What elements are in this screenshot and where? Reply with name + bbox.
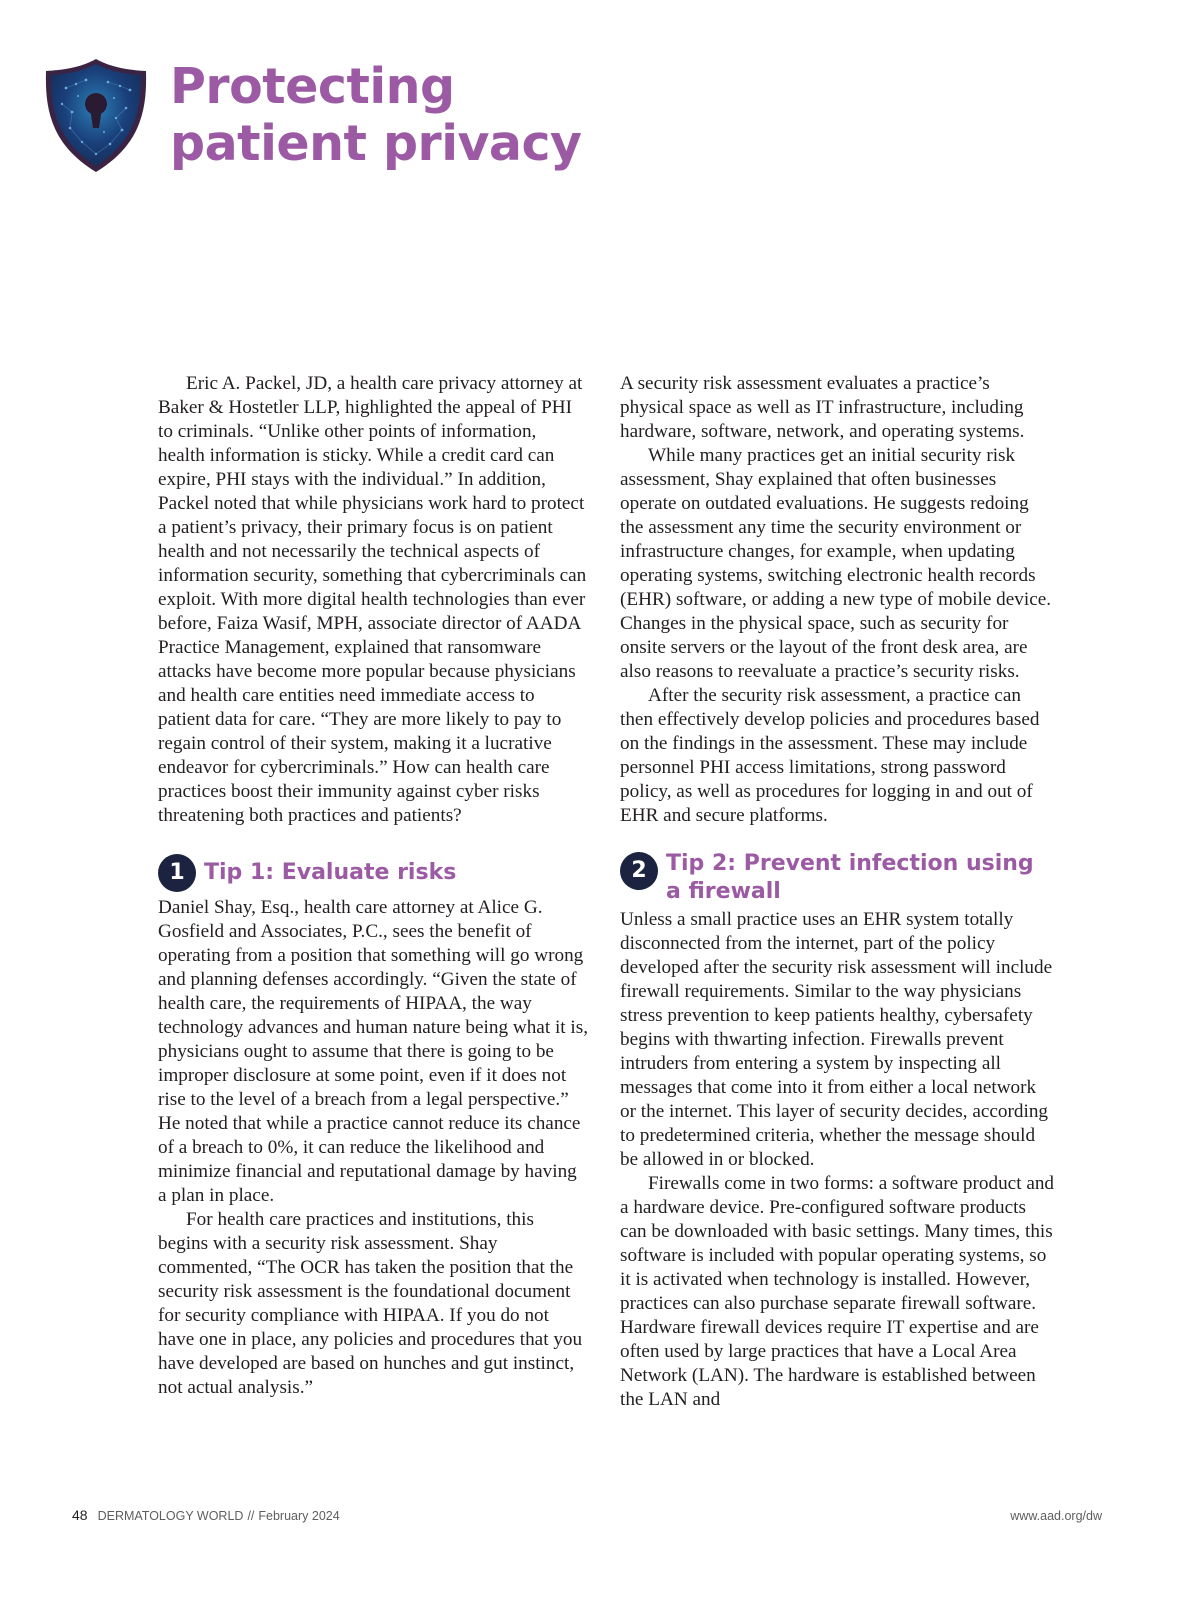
- left-column: [158, 372, 588, 1400]
- right-paragraph-1: A security risk assessment evaluates a practice’s physical space as well as IT infrastructure, including hardware, software, network, and operating systems.: [620, 373, 1025, 442]
- tip-2-paragraph-2: Firewalls come in two forms: a software product and a hardware device. Pre-configured software products can be downloaded with basic settings. Many times, this software is included with popular operating systems, so it is activated when technology is installed. However, practices can also purchase separate firewall software. Hardware firewall devices require IT expertise and are often used by large practices that have a Local Area Network (LAN). The hardware is established between the LAN and: [620, 1173, 1055, 1410]
- tip-2-title: Tip 2: Prevent infection using a firewall: [666, 851, 1034, 904]
- shield-keyhole-icon: [42, 56, 150, 176]
- footer-left: [72, 1507, 340, 1523]
- intro-paragraph: Eric A. Packel, JD, a health care privacy attorney at Baker & Hostetler LLP, highlighted the appeal of PHI to criminals. “Unlike other points of information, health information is sticky. While a credit card can expire, PHI stays with the individual.” In addition, Packel noted that while physicians work hard to protect a patient’s privacy, their primary focus is on patient health and not necessarily the technical aspects of information security, something that cybercriminals can exploit. With more digital health technologies than ever before, Faiza Wasif, MPH, associate director of AADA Practice Management, explained that ransomware attacks have become more popular because physicians and health care entities need immediate access to patient data for care. “They are more likely to pay to regain control of their system, making it a lucrative endeavor for cybercriminals.” How can health care practices boost their immunity against cyber risks threatening both practices and patients?: [158, 373, 587, 826]
- tip-1-heading: [158, 854, 588, 892]
- tip-1-paragraph-1: Daniel Shay, Esq., health care attorney at Alice G. Gosfield and Associates, P.C., sees the benefit of operating from a position that something will go wrong and planning defenses accordingly. “Given the state of health care, the requirements of HIPAA, the way technology advances and human nature being what it is, physicians ought to assume that there is going to be improper disclosure at some point, even if it does not rise to the level of a breach from a legal perspective.” He noted that while a practice cannot reduce its chance of a breach to 0%, it can reduce the likelihood and minimize financial and reputational damage by having a plan in place.: [158, 897, 588, 1206]
- page-number: 48: [72, 1507, 88, 1523]
- right-column: [620, 372, 1056, 1412]
- tip-2-paragraph-1: Unless a small practice uses an EHR system totally disconnected from the internet, part of the policy developed after the security risk assessment will include firewall requirements. Similar to the way physicians stress prevention to keep patients healthy, cybersafety begins with thwarting infection. Firewalls prevent intruders from entering a system by inspecting all messages that come into it from either a local network or the internet. This layer of security decides, according to predetermined criteria, whether the message should be allowed in or blocked.: [620, 909, 1053, 1170]
- publication-name: DERMATOLOGY WORLD: [97, 1509, 244, 1523]
- footer-separator: //: [247, 1509, 255, 1523]
- right-paragraph-2: While many practices get an initial security risk assessment, Shay explained that often businesses operate on outdated evaluations. He suggests redoing the assessment any time the security environment or infrastructure changes, for example, when updating operating systems, switching electronic health records (EHR) software, or adding a new type of mobile device. Changes in the physical space, such as security for onsite servers or the layout of the front desk area, are also reasons to reevaluate a practice’s security risks.: [620, 445, 1052, 682]
- footer-url[interactable]: www.aad.org/dw: [1010, 1509, 1102, 1523]
- tip-1-title: Tip 1: Evaluate risks: [204, 860, 457, 885]
- issue-date: February 2024: [258, 1509, 340, 1523]
- title-line-2: patient privacy: [170, 115, 582, 172]
- tip-1-paragraph-2: For health care practices and institutions, this begins with a security risk assessment. Shay commented, “The OCR has taken the position that the security risk assessment is the foundational document for security compliance with HIPAA. If you do not have one in place, any policies and procedures that you have developed are based on hunches and gut instinct, not actual analysis.”: [158, 1209, 583, 1398]
- page-footer: [72, 1507, 1102, 1523]
- title-line-1: Protecting: [170, 58, 455, 115]
- page-title: [170, 58, 582, 172]
- tip-1-number-badge: 1: [158, 854, 196, 892]
- tip-2-heading: [620, 850, 1056, 906]
- right-paragraph-3: After the security risk assessment, a practice can then effectively develop policies and procedures based on the findings in the assessment. These may include personnel PHI access limitations, strong password policy, as well as procedures for logging in and out of EHR and secure platforms.: [620, 685, 1040, 826]
- tip-2-number-badge: 2: [620, 852, 658, 890]
